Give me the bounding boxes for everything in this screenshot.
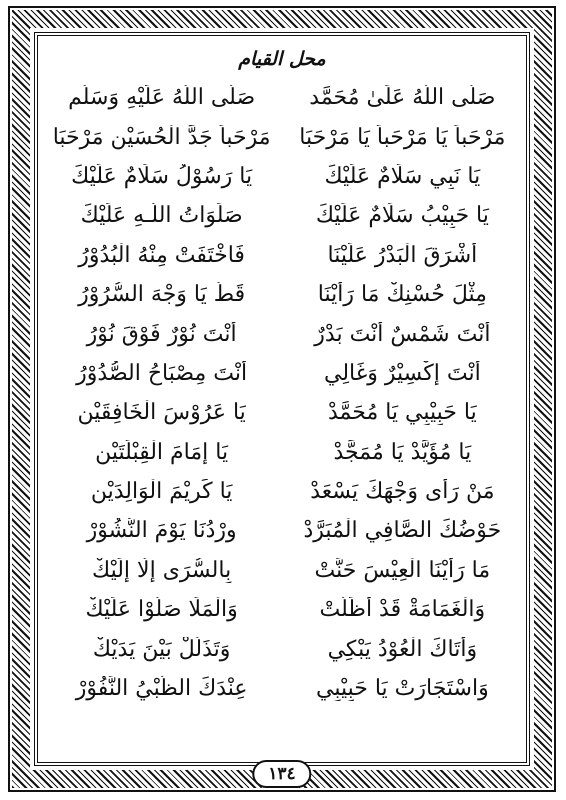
verse-row <box>46 117 518 156</box>
verse-row <box>46 551 518 590</box>
verse-row <box>46 669 518 708</box>
verse-right-hemistich: صَلَّى اللَّهُ عَلَىٰ مُحَمَّد <box>309 85 496 111</box>
verse-list <box>46 78 518 708</box>
verse-row <box>46 314 518 353</box>
verse-right-hemistich: حَوْضُكَ الصَّافِي الْمُبَرَّدْ <box>303 518 502 544</box>
verse-left-hemistich: بِالسُّرَى إِلَّا إِلَيْكْ <box>92 557 232 583</box>
verse-row <box>46 433 518 472</box>
verse-left-hemistich: صَلَّى اللَّهُ عَلَيْهِ وَسَلَّم <box>68 85 256 111</box>
verse-left-hemistich: أَنْتَ مِصْبَاحُ الصُّدُوْرُ <box>76 360 248 386</box>
verse-left-hemistich: يَا كَرِيْمَ الْوَالِدَيْنِ <box>90 479 233 505</box>
verse-row <box>46 472 518 511</box>
page-frame <box>8 6 556 792</box>
verse-left-hemistich: وَالْمَلَا صَلُّوْا عَلَيْكْ <box>85 597 238 623</box>
page-title: محل القيام <box>238 48 326 70</box>
verse-right-hemistich: مَرْحَباً يَا مَرْحَباً يَا مَرْحَبَا <box>299 124 506 150</box>
verse-row <box>46 196 518 235</box>
verse-row <box>46 393 518 432</box>
verse-row <box>46 157 518 196</box>
verse-row <box>46 590 518 629</box>
verse-left-hemistich: صَلَوَاتُ اللَّـهِ عَلَيْكَ <box>80 203 243 229</box>
verse-left-hemistich: عِنْدَكَ الظَّبْيُ النَّفُوْرْ <box>75 676 248 702</box>
verse-right-hemistich: وَاسْتَجَارَتْ يَا حَبِيْبِي <box>316 676 489 702</box>
verse-row <box>46 511 518 550</box>
verse-right-hemistich: يَا حَبِيْبُ سَلَامٌ عَلَيْكَ <box>315 203 489 229</box>
verse-right-hemistich: يَا نَبِي سَلَامٌ عَلَيْكَ <box>324 163 481 189</box>
page-content <box>46 42 518 742</box>
verse-left-hemistich: وِرْدُنَا يَوْمَ النُّشُوْرْ <box>86 518 237 544</box>
verse-left-hemistich: مَرْحَباً جَدَّ الْحُسَيْنِ مَرْحَبَا <box>52 124 271 150</box>
verse-left-hemistich: أَنْتَ نُوْرٌ فَوْقَ نُوْرُ <box>86 321 237 347</box>
verse-left-hemistich: يَا إِمَامَ الْقِبْلَتَيْنِ <box>95 439 229 465</box>
verse-right-hemistich: يَا مُؤَيَّدْ يَا مُمَجَّدْ <box>333 439 472 465</box>
verse-right-hemistich: وَأَتَاكَ الْعُوْدُ يَبْكِي <box>327 636 478 662</box>
verse-left-hemistich: قَطُّ يَا وَجْهَ السُّرُوْرُ <box>78 282 246 308</box>
verse-right-hemistich: أَشْرَقَ الْبَدْرُ عَلَيْنَا <box>327 242 478 268</box>
verse-row <box>46 275 518 314</box>
verse-left-hemistich: فَاخْتَفَتْ مِنْهُ الْبُدُوْرُ <box>78 242 245 268</box>
verse-left-hemistich: يَا رَسُوْلُ سَلَامٌ عَلَيْكَ <box>71 163 253 189</box>
verse-right-hemistich: يَا حَبِيْبِي يَا مُحَمَّدْ <box>327 400 477 426</box>
verse-row <box>46 78 518 117</box>
page-number: ١٣٤ <box>252 760 311 788</box>
verse-right-hemistich: مَنْ رَأَى وَجْهَكَ يَسْعَدْ <box>310 479 495 505</box>
verse-right-hemistich: مِثْلَ حُسْنِكْ مَا رَأَيْنَا <box>317 282 487 308</box>
verse-left-hemistich: يَا عَرُوْسَ الْخَافِقَيْنِ <box>77 400 246 426</box>
verse-right-hemistich: وَالْغَمَامَةْ قَدْ أَظَلَّتْ <box>319 597 486 623</box>
verse-right-hemistich: مَا رَأَيْنَا الْعِيْسَ حَنَّتْ <box>314 557 491 583</box>
verse-left-hemistich: وَتَذَلَّلْ بَيْنَ يَدَيْكْ <box>92 636 231 662</box>
verse-right-hemistich: أَنْتَ إِكْسِيْرٌ وَغَالِي <box>324 360 481 386</box>
verse-row <box>46 354 518 393</box>
verse-row <box>46 629 518 668</box>
verse-right-hemistich: أَنْتَ شَمْسٌ أَنْتَ بَدْرٌ <box>314 321 491 347</box>
verse-row <box>46 236 518 275</box>
